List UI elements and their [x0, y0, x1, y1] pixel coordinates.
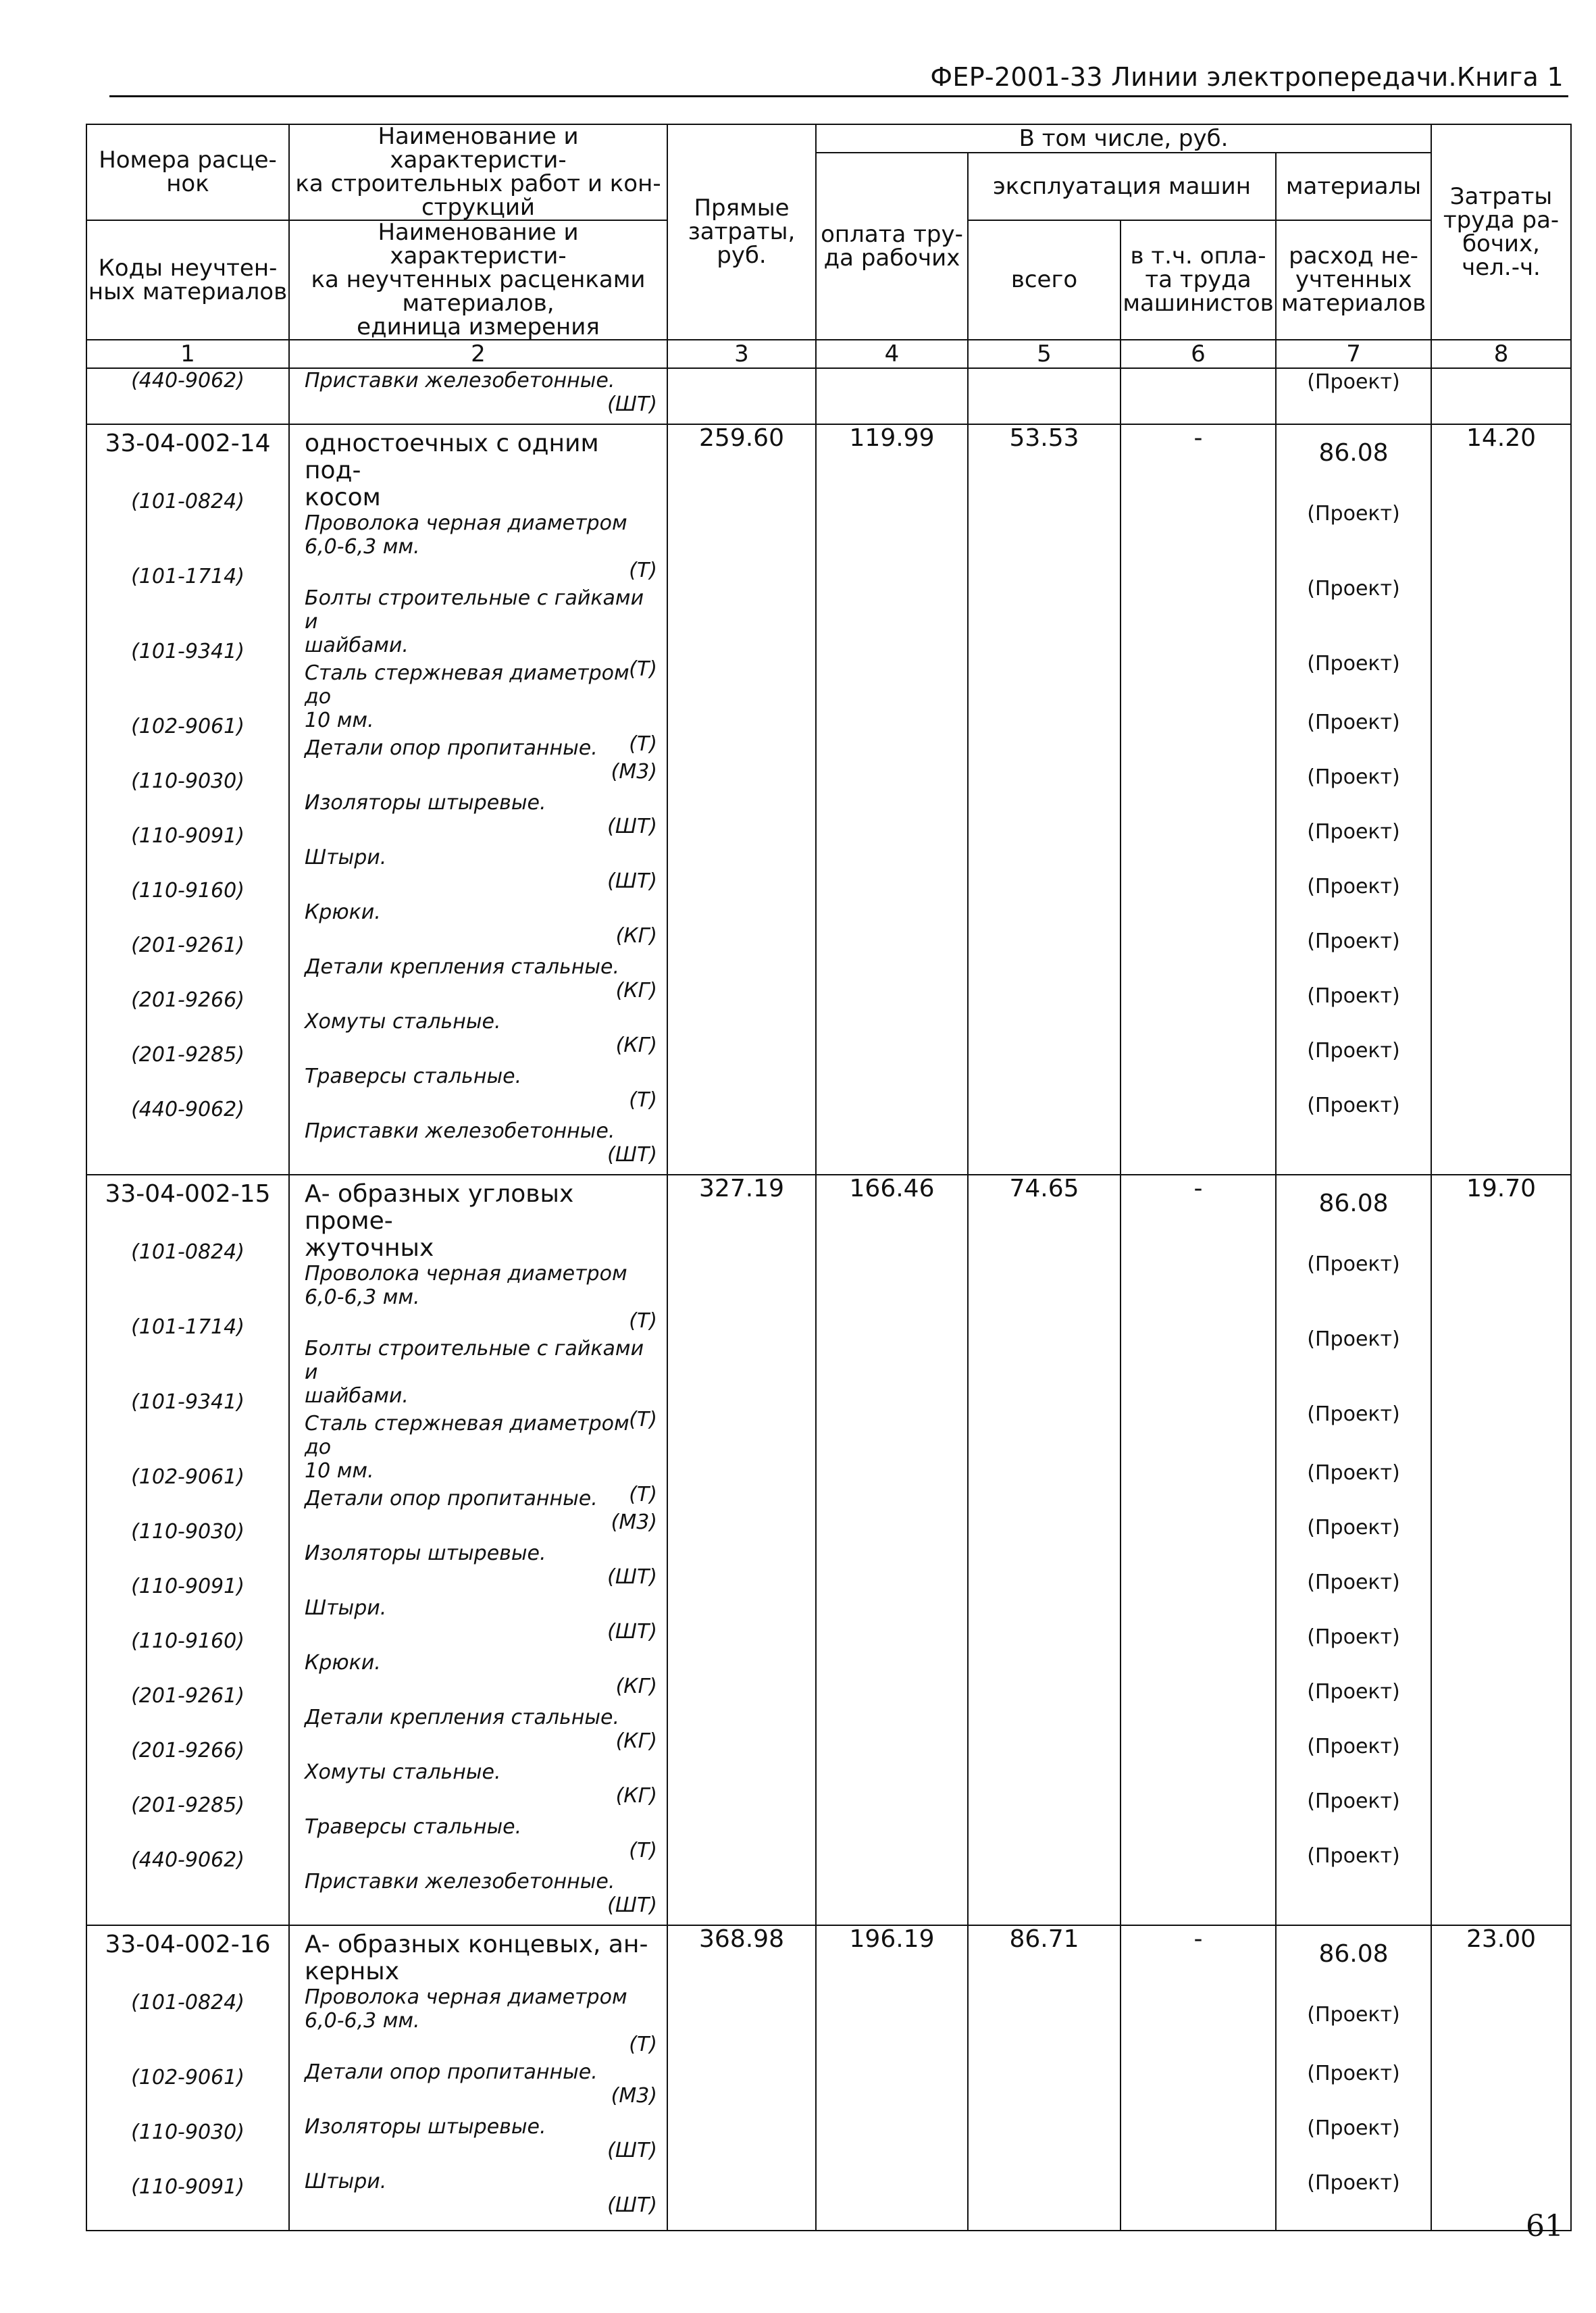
material-project-note: (Проект) — [1307, 1571, 1400, 1594]
material-name-text: Болты строительные с гайками и шайбами. — [305, 586, 644, 657]
material-name-text: Детали крепления стальные. — [305, 1706, 620, 1729]
material-unit: (Т) — [629, 1408, 657, 1431]
labor-pay-value: 119.99 — [816, 424, 968, 1175]
material-unit: (ШТ) — [607, 815, 657, 838]
page-number: 61 — [1526, 2209, 1564, 2243]
material-project-note: (Проект) — [1307, 1094, 1400, 1117]
material-name — [290, 2060, 667, 2115]
materials-value: 86.08 — [1318, 1190, 1389, 1217]
material-project-note: (Проект) — [1307, 1844, 1400, 1868]
rate-blocks — [86, 424, 1571, 2231]
rate-block-row — [86, 424, 1571, 1175]
material-project-note: (Проект) — [1307, 1680, 1400, 1704]
material-code: (101-9341) — [131, 640, 244, 663]
material-code: (110-9160) — [131, 879, 244, 903]
material-unit: (КГ) — [615, 1034, 657, 1057]
machinists-pay-value: - — [1121, 1925, 1276, 2231]
material-name — [290, 791, 667, 846]
machinists-pay-value: - — [1121, 424, 1276, 1175]
material-code: (110-9030) — [131, 2120, 244, 2144]
material-name — [290, 1985, 667, 2060]
material-code: (201-9266) — [131, 1739, 244, 1762]
machines-total-value: 74.65 — [968, 1175, 1121, 1925]
material-unit: (КГ) — [615, 1675, 657, 1698]
material-project-note: (Проект) — [1307, 1461, 1400, 1485]
work-name: одностоечных с одним под- косом — [305, 430, 599, 511]
direct-costs-value: 327.19 — [667, 1175, 816, 1925]
material-project-note: (Проект) — [1307, 1789, 1400, 1813]
column-number: 3 — [667, 340, 816, 368]
material-code: (201-9261) — [131, 934, 244, 957]
direct-costs-value: 368.98 — [667, 1925, 816, 2231]
material-unit: (Т) — [629, 1309, 657, 1333]
material-name-text: Сталь стержневая диаметром до 10 мм. — [305, 661, 629, 732]
material-name-text: Крюки. — [305, 900, 381, 924]
material-name-text: Проволока черная диаметром 6,0-6,3 мм. — [305, 1262, 627, 1309]
header-work-name: Наименование и характеристи- ка строительных работ и кон- струкций — [289, 124, 667, 220]
material-name-text: Хомуты стальные. — [305, 1010, 501, 1034]
material-name-text: Детали опор пропитанные. — [305, 2060, 598, 2084]
material-project-note: (Проект) — [1307, 1402, 1400, 1426]
material-unit: (Т) — [629, 1088, 657, 1112]
rate-code: 33-04-002-14 — [105, 430, 271, 457]
material-name — [290, 736, 667, 791]
rate-block-row — [86, 1925, 1571, 2231]
header-exploitation: эксплуатация машин — [968, 153, 1276, 220]
table-header — [86, 124, 1571, 340]
rates-table — [86, 124, 1572, 2231]
material-name-text: Крюки. — [305, 1651, 381, 1675]
header-machinists-pay: в т.ч. опла- та труда машинистов — [1121, 220, 1276, 340]
material-name-text: Изоляторы штыревые. — [305, 2115, 546, 2139]
header-rate-numbers: Номера расце- нок — [86, 124, 289, 220]
material-name — [290, 955, 667, 1010]
machinists-pay-value: - — [1121, 1175, 1276, 1925]
material-name-text: Сталь стержневая диаметром до 10 мм. — [305, 1412, 629, 1483]
header-material-names: Наименование и характеристи- ка неучтенных расценками материалов, единица измерения — [289, 220, 667, 340]
labor-pay-value: 166.46 — [816, 1175, 968, 1925]
material-project-note: (Проект) — [1307, 765, 1400, 789]
material-name — [290, 1262, 667, 1337]
material-unit: (ШТ) — [607, 1620, 657, 1644]
material-name — [290, 2170, 667, 2225]
materials-value: 86.08 — [1318, 439, 1389, 467]
material-unit: (ШТ) — [607, 392, 657, 416]
material-unit: (ШТ) — [607, 1143, 657, 1167]
lead-material-section — [86, 368, 1571, 424]
material-project-note: (Проект) — [1307, 2116, 1400, 2140]
material-project-note: (Проект) — [1307, 1252, 1400, 1276]
material-code: (110-9091) — [131, 1575, 244, 1598]
material-unit: (Т) — [629, 2033, 657, 2056]
material-project-note: (Проект) — [1307, 2171, 1400, 2195]
material-name — [290, 900, 667, 955]
header-direct-costs: Прямые затраты, руб. — [667, 124, 816, 340]
material-project-note: (Проект) — [1307, 820, 1400, 844]
material-project-note: (Проект) — [1307, 984, 1400, 1008]
labor-hours-value: 14.20 — [1431, 424, 1571, 1175]
material-name-text: Проволока черная диаметром 6,0-6,3 мм. — [305, 511, 627, 559]
material-name — [290, 1760, 667, 1815]
material-code: (201-9285) — [131, 1043, 244, 1067]
page-header-title: ФЕР-2001-33 Линии электропередачи.Книга 1 — [930, 62, 1564, 92]
machines-total-value: 86.71 — [968, 1925, 1121, 2231]
material-name — [290, 846, 667, 900]
material-unit: (Т) — [629, 732, 657, 756]
labor-pay-value: 196.19 — [816, 1925, 968, 2231]
material-project-note: (Проект) — [1307, 652, 1400, 676]
material-name-text: Изоляторы штыревые. — [305, 791, 546, 815]
material-name — [290, 1596, 667, 1651]
work-name: А- образных угловых проме- жуточных — [305, 1180, 574, 1262]
material-project-note: (Проект) — [1307, 875, 1400, 898]
material-project-note: (Проект) — [1307, 1735, 1400, 1758]
material-code: (110-9091) — [131, 2175, 244, 2199]
material-unit: (КГ) — [615, 1729, 657, 1753]
column-number: 6 — [1121, 340, 1276, 368]
material-project-note: (Проект) — [1307, 370, 1400, 394]
material-code: (102-9061) — [131, 1465, 244, 1489]
labor-hours-value: 23.00 — [1431, 1925, 1571, 2231]
material-name-text: Хомуты стальные. — [305, 1760, 501, 1784]
header-material-codes: Коды неучтен- ных материалов — [86, 220, 289, 340]
column-number: 1 — [86, 340, 289, 368]
material-unit: (КГ) — [615, 1784, 657, 1808]
material-name-text: Болты строительные с гайками и шайбами. — [305, 1337, 644, 1408]
material-unit: (ШТ) — [607, 2139, 657, 2162]
material-name-text: Детали опор пропитанные. — [305, 1487, 598, 1510]
material-code: (440-9062) — [131, 1848, 244, 1872]
material-unit: (М3) — [611, 1510, 657, 1534]
material-name-text: Детали опор пропитанные. — [305, 736, 598, 760]
material-code: (201-9266) — [131, 988, 244, 1012]
materials-value: 86.08 — [1318, 1940, 1389, 1968]
material-unit: (ШТ) — [607, 1893, 657, 1917]
material-unit: (КГ) — [615, 924, 657, 948]
material-name-text: Траверсы стальные. — [305, 1815, 522, 1839]
rate-code: 33-04-002-16 — [105, 1931, 271, 1958]
rate-block-row — [86, 1175, 1571, 1925]
header-including-group: В том числе, руб. — [816, 124, 1431, 153]
header-machines-total: всего — [968, 220, 1121, 340]
material-name — [290, 1337, 667, 1431]
material-code: (201-9285) — [131, 1794, 244, 1817]
material-unit: (Т) — [629, 657, 657, 681]
material-name — [290, 511, 667, 586]
material-name — [290, 1487, 667, 1542]
material-unit: (Т) — [629, 1483, 657, 1506]
material-name — [290, 1870, 667, 1925]
material-code: (101-0824) — [131, 490, 244, 513]
material-code: (201-9261) — [131, 1684, 244, 1708]
material-project-note: (Проект) — [1307, 1516, 1400, 1540]
material-code: (101-1714) — [131, 565, 244, 588]
material-code: (101-1714) — [131, 1315, 244, 1339]
column-number: 5 — [968, 340, 1121, 368]
material-code: (101-9341) — [131, 1390, 244, 1414]
material-name — [290, 1010, 667, 1065]
material-code: (110-9030) — [131, 1520, 244, 1544]
direct-costs-value: 259.60 — [667, 424, 816, 1175]
material-name — [290, 1815, 667, 1870]
material-code: (110-9091) — [131, 824, 244, 848]
machines-total-value: 53.53 — [968, 424, 1121, 1175]
material-name-text: Приставки железобетонные. — [305, 1870, 615, 1893]
material-unit: (ШТ) — [607, 869, 657, 893]
material-code: (102-9061) — [131, 715, 244, 738]
material-name — [290, 1065, 667, 1119]
material-project-note: (Проект) — [1307, 930, 1400, 953]
material-name-text: Штыри. — [305, 1596, 387, 1620]
material-name-text: Детали крепления стальные. — [305, 955, 620, 979]
material-name-text: Штыри. — [305, 2170, 387, 2193]
material-unit: (ШТ) — [607, 1565, 657, 1589]
material-name — [290, 2115, 667, 2170]
table-row — [86, 368, 1571, 424]
material-unit: (Т) — [629, 559, 657, 582]
header-labor-hours: Затраты труда ра- бочих, чел.-ч. — [1431, 124, 1571, 340]
material-project-note: (Проект) — [1307, 2003, 1400, 2027]
material-name — [290, 586, 667, 681]
column-number: 7 — [1276, 340, 1431, 368]
material-project-note: (Проект) — [1307, 711, 1400, 734]
material-name — [290, 1651, 667, 1706]
header-divider — [109, 95, 1568, 97]
material-name-text: Штыри. — [305, 846, 387, 869]
material-project-note: (Проект) — [1307, 1327, 1400, 1351]
column-number-row — [86, 340, 1571, 368]
material-project-note: (Проект) — [1307, 1625, 1400, 1649]
material-project-note: (Проект) — [1307, 1039, 1400, 1063]
material-unit: (КГ) — [615, 979, 657, 1002]
material-name-text: Изоляторы штыревые. — [305, 1542, 546, 1565]
material-name — [290, 1119, 667, 1174]
rate-code: 33-04-002-15 — [105, 1180, 271, 1208]
material-code: (110-9030) — [131, 769, 244, 793]
column-number: 2 — [289, 340, 667, 368]
material-name-text: Приставки железобетонные. — [305, 1119, 615, 1143]
material-code: (110-9160) — [131, 1629, 244, 1653]
header-labor-pay: оплата тру- да рабочих — [816, 153, 968, 340]
header-materials: материалы — [1276, 153, 1431, 220]
material-name — [290, 1706, 667, 1760]
material-name-text: Приставки железобетонные. — [305, 369, 615, 392]
material-code: (101-0824) — [131, 1240, 244, 1264]
material-unit: (М3) — [611, 2084, 657, 2108]
material-project-note: (Проект) — [1307, 502, 1400, 526]
material-code: (101-0824) — [131, 1991, 244, 2014]
column-number: 8 — [1431, 340, 1571, 368]
material-code: (440-9062) — [131, 1098, 244, 1121]
material-project-note: (Проект) — [1307, 2062, 1400, 2085]
material-name-text: Траверсы стальные. — [305, 1065, 522, 1088]
column-number: 4 — [816, 340, 968, 368]
material-name-text: Проволока черная диаметром 6,0-6,3 мм. — [305, 1985, 627, 2033]
material-code: (102-9061) — [131, 2066, 244, 2089]
material-name — [290, 369, 667, 424]
header-unaccounted-materials: расход не- учтенных материалов — [1276, 220, 1431, 340]
material-project-note: (Проект) — [1307, 577, 1400, 601]
material-unit: (М3) — [611, 760, 657, 784]
material-unit: (Т) — [629, 1839, 657, 1862]
work-name: А- образных концевых, ан- керных — [305, 1931, 648, 1985]
material-unit: (ШТ) — [607, 2193, 657, 2217]
labor-hours-value: 19.70 — [1431, 1175, 1571, 1925]
material-code: (440-9062) — [131, 369, 244, 392]
material-name — [290, 1542, 667, 1596]
